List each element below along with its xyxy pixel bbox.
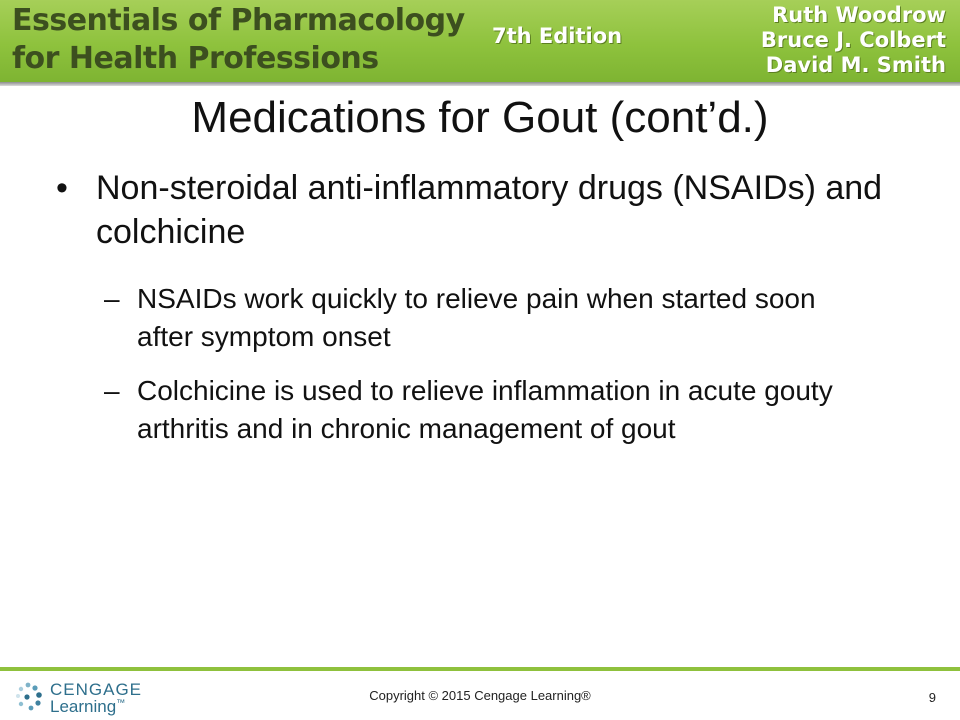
sub-bullet-text: Colchicine is used to relieve inflammation in acute gouty arthritis and in chronic management of gout [137, 375, 833, 444]
edition-label: 7th Edition [492, 24, 623, 48]
slide-title: Medications for Gout (cont’d.) [191, 93, 769, 142]
logo-word: Learning [50, 697, 117, 716]
header-banner [0, 0, 960, 82]
main-bullet-text: Non-steroidal anti-inflammatory drugs (NSAIDs) and colchicine [96, 169, 883, 251]
bullet-marker: • [56, 169, 68, 207]
sub-bullet-nsaids [104, 280, 874, 356]
copyright-notice: Copyright © 2015 Cengage Learning® [369, 688, 591, 703]
book-title-line-1: Essentials of Pharmacology [12, 3, 465, 38]
footer-divider [0, 667, 960, 671]
sub-bullet-text: NSAIDs work quickly to relieve pain when started soon after symptom onset [137, 283, 816, 352]
book-title [12, 2, 465, 78]
page-number: 9 [928, 690, 936, 705]
author-name: Bruce J. Colbert [760, 28, 946, 52]
cengage-logo-icon [14, 682, 44, 714]
author-name: Ruth Woodrow [772, 3, 946, 27]
main-bullet [56, 166, 916, 254]
logo-text-bottom [50, 697, 125, 717]
sub-bullet-colchicine [104, 372, 874, 448]
cengage-logo [14, 680, 154, 718]
author-list [761, 3, 946, 78]
trademark-symbol: ™ [116, 697, 126, 708]
author-name: David M. Smith [765, 53, 946, 77]
sub-bullet-marker: – [104, 283, 120, 314]
sub-bullet-marker: – [104, 375, 120, 406]
logo-text-top: CENGAGE [50, 680, 143, 699]
book-title-line-2: for Health Professions [12, 41, 379, 76]
header-divider [0, 82, 960, 86]
